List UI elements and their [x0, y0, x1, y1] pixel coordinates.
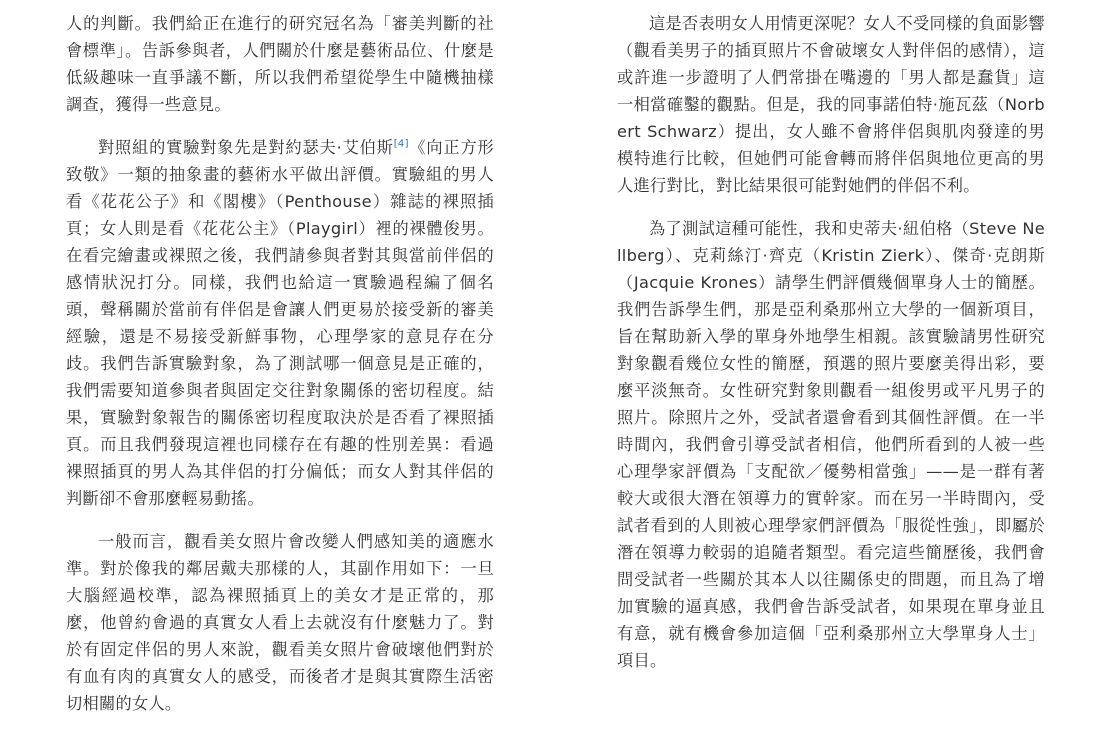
- paragraph-right-1: 這是否表明女人用情更深呢？女人不受同樣的負面影響（觀看美男子的插頁照片不會破壞女人對伴侶的感情），這或許進一步證明了人們常掛在嘴邊的「男人都是蠢貨」這一相當確鑿的觀點。但是，我的同事諾伯特·施瓦茲（Norbert Schwarz）提出，女人雖不會將伴侶與肌肉發達的男模特進行比較，但她們可能會轉而將伴侶與地位更高的男人進行對比，對比結果很可能對她們的伴侶不利。: [617, 14, 1045, 195]
- paragraph-left-3: 一般而言，觀看美女照片會改變人們感知美的適應水準。對於像我的鄰居戴夫那樣的人，其副作用如下：一旦大腦經過校準，認為裸照插頁上的美女才是正常的，那麼，他曾約會過的真實女人看上去就沒有什麼魅力了。對於有固定伴侶的男人來說，觀看美女照片會破壞他們對於有血有肉的真實女人的感受，而後者才是與其實際生活密切相關的女人。: [66, 532, 494, 713]
- paragraph-left-1: 人的判斷。我們給正在進行的研究冠名為「審美判斷的社會標準」。告訴參與者，人們關於什麼是藝術品位、什麼是低級趣味一直爭議不斷，所以我們希望從學生中隨機抽樣調查，獲得一些意見。: [66, 14, 494, 114]
- left-column: [66, 10, 494, 733]
- paragraph-left-2-text-start: 對照組的實驗對象先是對約瑟夫·艾伯斯: [98, 138, 394, 157]
- right-column: [617, 10, 1045, 690]
- paragraph-left-2: [66, 134, 494, 512]
- paragraph-right-2: 為了測試這種可能性，我和史蒂夫·紐伯格（Steve Nellberg）、克莉絲汀·齊克（Kristin Zierk）、傑奇·克朗斯（Jacquie Krones）請學生們評價幾個單身人士的簡歷。我們告訴學生們，那是亞利桑那州立大學的一個新項目，旨在幫助新入學的單身外地學生相親。該實驗請男性研究對象觀看幾位女性的簡歷，預選的照片要麼美得出彩，要麼平淡無奇。女性研究對象則觀看一組俊男或平凡男子的照片。除照片之外，受試者還會看到其個性評價。在一半時間內，我們會引導受試者相信，他們所看到的人被一些心理學家評價為「支配欲／優勢相當強」——是一群有著較大或很大潛在領導力的實幹家。而在另一半時間內，受試者看到的人則被心理學家們評價為「服從性強」，即屬於潛在領導力較弱的追隨者類型。看完這些簡歷後，我們會問受試者一些關於其本人以往關係史的問題，而且為了增加實驗的逼真感，我們會告訴受試者，如果現在單身並且有意，就有機會參加這個「亞利桑那州立大學單身人士」項目。: [617, 219, 1045, 670]
- paragraph-left-2-text-rest: 《向正方形致敬》一類的抽象畫的藝術水平做出評價。實驗組的男人看《花花公子》和《閣樓》（Penthouse）雜誌的裸照插頁；女人則是看《花花公主》（Playgirl）裡的裸體俊男。在看完繪畫或裸照之後，我們請參與者對其與當前伴侶的感情狀況打分。同樣，我們也給這一實驗過程編了個名頭，聲稱關於當前有伴侶是會讓人們更易於接受新的審美經驗，還是不易接受新鮮事物，心理學家的意見存在分歧。我們告訴實驗對象，為了測試哪一個意見是正確的，我們需要知道參與者與固定交往對象關係的密切程度。結果，實驗對象報告的關係密切程度取決於是否看了裸照插頁。而且我們發現這裡也同樣存在有趣的性別差異：看過裸照插頁的男人為其伴侶的打分偏低；而女人對其伴侶的判斷卻不會那麼輕易動搖。: [66, 138, 495, 508]
- footnote-link-4[interactable]: [4]: [393, 138, 409, 150]
